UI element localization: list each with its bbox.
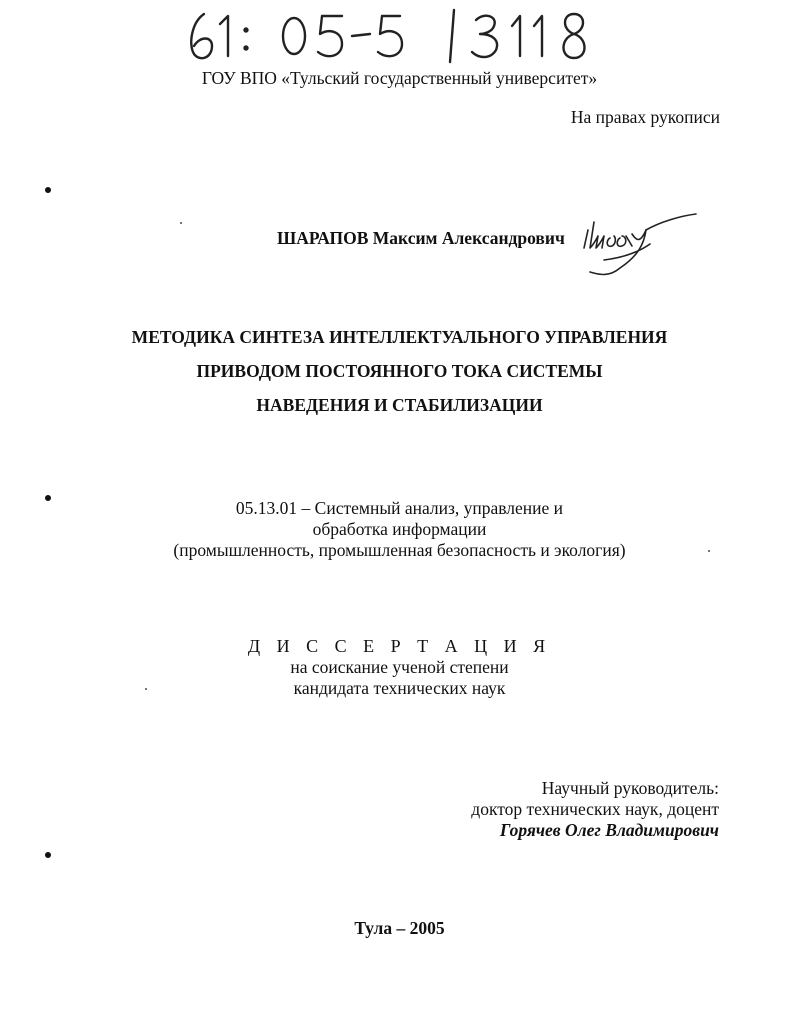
specialty-line: (промышленность, промышленная безопасность и экология) [173,540,626,560]
archive-number-handwritten [182,4,612,66]
margin-dot [45,852,51,858]
dissertation-title [0,320,799,422]
title-line: ПРИВОДОМ ПОСТОЯННОГО ТОКА СИСТЕМЫ [196,361,603,381]
city-year: Тула – 2005 [354,918,445,938]
scan-speck [180,222,182,224]
author-name: ШАРАПОВ Максим Александрович [277,228,565,248]
supervisor-degree: доктор технических наук, доцент [471,799,719,819]
margin-dot [45,187,51,193]
institution-name: ГОУ ВПО «Тульский государственный университет» [201,68,598,88]
manuscript-rights: На правах рукописи [570,107,720,127]
supervisor-label: Научный руководитель: [541,778,719,798]
supervisor-name: Горячев Олег Владимирович [499,820,719,840]
degree-block [0,636,799,699]
author-signature [580,200,700,280]
specialty-block [0,498,799,561]
supervisor-block [471,778,719,841]
degree-line: на соискание ученой степени [290,657,509,677]
title-line: НАВЕДЕНИЯ И СТАБИЛИЗАЦИИ [256,395,543,415]
degree-type: Д И С С Е Р Т А Ц И Я [247,636,552,656]
degree-line: кандидата технических наук [293,678,506,698]
title-line: МЕТОДИКА СИНТЕЗА ИНТЕЛЛЕКТУАЛЬНОГО УПРАВЛЕНИЯ [131,327,668,347]
specialty-line: обработка информации [312,519,487,539]
specialty-line: 05.13.01 – Системный анализ, управление и [235,498,564,518]
